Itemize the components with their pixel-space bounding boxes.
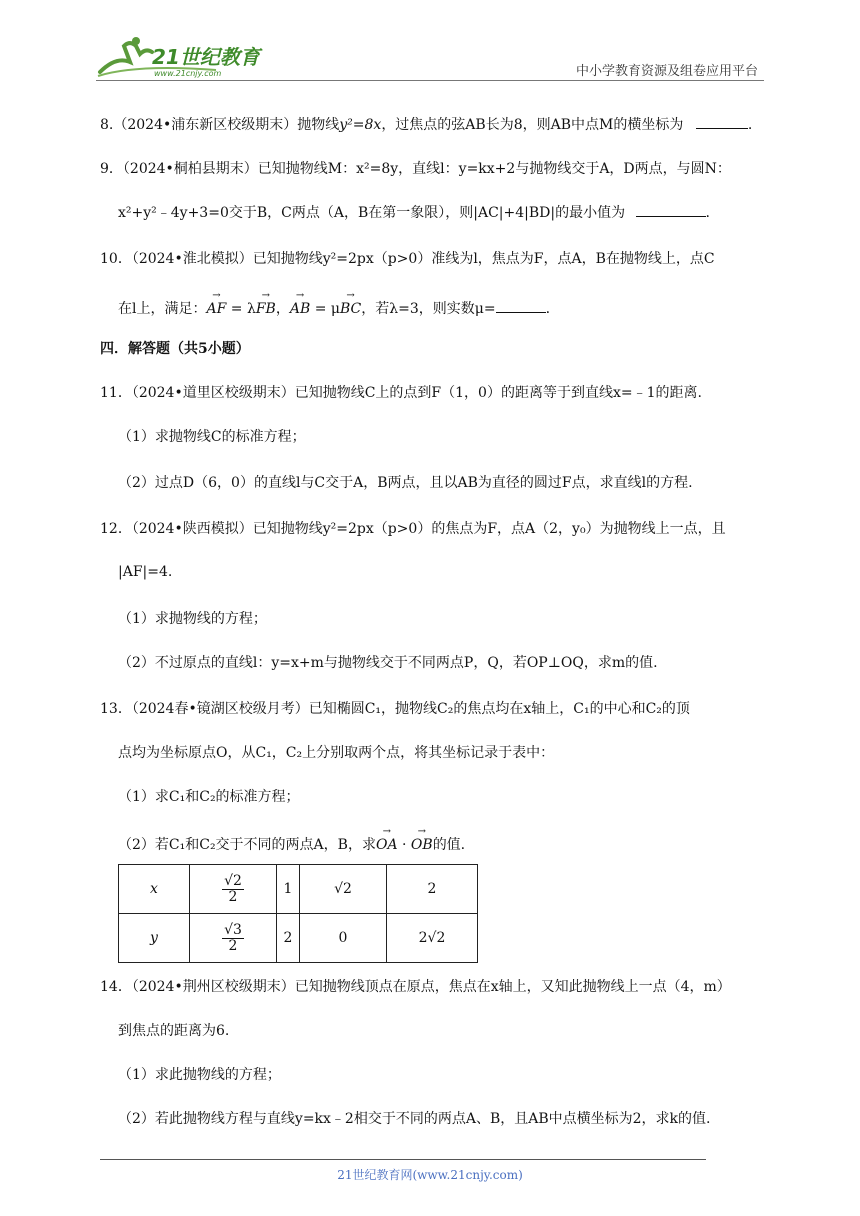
table-cell-y-2: 2 [277, 914, 300, 963]
q10-line2-a: 在l上，满足： [118, 301, 207, 317]
header-divider [96, 80, 764, 81]
question-10-line-2: 在l上，满足：→ AF = λ→ FB，→ AB = μ→ BC，若λ=3，则实数μ= . [118, 298, 550, 318]
question-8: 8.（2024•浦东新区校级期末）抛物线y²=8x，过焦点的弦AB长为8，则AB中点M的横坐标为 . [100, 117, 753, 133]
question-12-part-2: （2）不过原点的直线l：y=x+m与抛物线交于不同两点P，Q，若OP⊥OQ，求m的值. [118, 655, 658, 671]
section-heading: 四．解答题（共5小题） [100, 341, 250, 357]
svg-text:21世纪教育: 21世纪教育 [152, 45, 260, 69]
question-13-part-1: （1）求C₁和C₂的标准方程； [118, 789, 300, 805]
table-cell-y-4: 2√2 [387, 914, 478, 963]
table-cell-x-2: 1 [277, 865, 300, 914]
question-12-line-2: |AF|=4. [118, 564, 173, 580]
question-13-line-2: 点均为坐标原点O，从C₁，C₂上分别取两个点，将其坐标记录于表中： [118, 745, 555, 761]
q8-rest: ，过焦点的弦AB长为8，则AB中点M的横坐标为 [381, 117, 684, 133]
coordinate-table [118, 864, 478, 963]
question-14-line-1: 14．（2024•荆州区校级期末）已知抛物线顶点在原点，焦点在x轴上，又知此抛物线上一点（4，m） [100, 979, 731, 995]
q9-line2-text: x²+y²﹣4y+3=0交于B，C两点（A，B在第一象限），则|AC|+4|BD|的最小值为 [118, 205, 626, 221]
q8-answer-blank[interactable] [696, 116, 748, 129]
table-cell-x-1: $\frac{√2}{2}$ [190, 865, 277, 914]
table-cell-x-3: √2 [300, 865, 387, 914]
question-11-part-2: （2）过点D（6，0）的直线l与C交于A，B两点，且以AB为直径的圆过F点，求直线l的方程. [118, 475, 693, 491]
question-14-part-2: （2）若此抛物线方程与直线y=kx﹣2相交于不同的两点A、B，且AB中点横坐标为2，求k的值. [118, 1111, 711, 1127]
q9-answer-blank[interactable] [636, 204, 706, 217]
page-header [96, 34, 764, 80]
question-12-line-1: 12．（2024•陕西模拟）已知抛物线y²=2px（p>0）的焦点为F，点A（2，y₀）为抛物线上一点，且 [100, 521, 726, 537]
site-logo [96, 34, 266, 80]
table-y-label: y [119, 914, 190, 963]
question-13-part-2 [118, 834, 465, 854]
dot-product-expression: → OA · → OB [376, 837, 433, 853]
table-x-label: x [119, 865, 190, 914]
q10-answer-blank[interactable] [496, 300, 546, 313]
question-11-part-1: （1）求抛物线C的标准方程； [118, 429, 306, 445]
svg-text:www.21cnjy.com: www.21cnjy.com [154, 69, 222, 78]
q13-p2-b: 的值. [432, 837, 466, 853]
question-9-line-1: 9．（2024•桐柏县期末）已知抛物线M：x²=8y，直线l：y=kx+2与抛物线交于A，D两点，与圆N： [100, 161, 731, 177]
table-cell-y-1: $\frac{√3}{2}$ [190, 914, 277, 963]
question-10-line-1: 10．（2024•淮北模拟）已知抛物线y²=2px（p>0）准线为l，焦点为F，点A，B在抛物线上，点C [100, 251, 715, 267]
table-cell-x-4: 2 [387, 865, 478, 914]
q13-p2-a: （2）若C₁和C₂交于不同的两点A，B，求 [118, 837, 376, 853]
table-row-x [119, 865, 478, 914]
question-13-line-1: 13．（2024春•镜湖区校级月考）已知椭圆C₁，抛物线C₂的焦点均在x轴上，C₁的中心和C₂的顶 [100, 701, 690, 717]
platform-name: 中小学教育资源及组卷应用平台 [575, 64, 758, 79]
table-cell-y-3: 0 [300, 914, 387, 963]
q8-prefix: 8.（2024•浦东新区校级期末）抛物线 [100, 117, 340, 133]
question-9-line-2: x²+y²﹣4y+3=0交于B，C两点（A，B在第一象限），则|AC|+4|BD|的最小值为 . [118, 205, 710, 221]
page-footer: 21世纪教育网(www.21cnjy.com) [337, 1168, 523, 1182]
question-12-part-1: （1）求抛物线的方程； [118, 611, 267, 627]
question-14-line-2: 到焦点的距离为6. [118, 1023, 230, 1039]
q10-line2-b: ，若λ=3，则实数μ= [361, 301, 496, 317]
footer-divider [100, 1159, 706, 1160]
question-11-line-1: 11．（2024•道里区校级期末）已知抛物线C上的点到F（1，0）的距离等于到直线x=﹣1的距离. [100, 385, 702, 401]
question-14-part-1: （1）求此抛物线的方程； [118, 1067, 281, 1083]
q8-eq: y²=8x [339, 117, 382, 133]
vector-condition: → AF = λ→ FB，→ AB = μ→ BC [206, 301, 361, 317]
table-row-y [119, 914, 478, 963]
